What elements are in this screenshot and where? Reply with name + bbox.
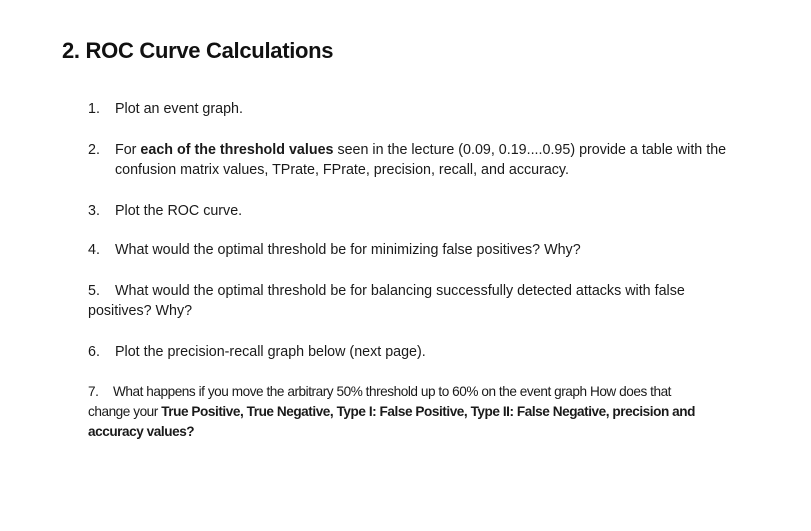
list-text: What would the optimal threshold be for balancing successfully detected attacks with false [115, 283, 685, 299]
list-text-continuation: confusion matrix values, TPrate, FPrate, precision, recall, and accuracy. [115, 162, 569, 178]
list-text: What would the optimal threshold be for minimizing false positives? Why? [115, 242, 581, 258]
list-item-7 [88, 382, 748, 442]
list-text-post: seen in the lecture (0.09, 0.19....0.95) provide a table with the [333, 142, 727, 158]
list-text-line2-bold: True Positive, True Negative, Type I: False Positive, Type II: False Negative, precision and [161, 404, 695, 419]
list-text: What happens if you move the arbitrary 50% threshold up to 60% on the event graph How does that [113, 384, 672, 399]
list-number: 7. [88, 384, 99, 399]
list-item-3 [88, 201, 242, 221]
list-item-4 [88, 240, 581, 260]
list-item-2 [88, 140, 726, 180]
list-number: 6. [88, 344, 100, 360]
list-item-5 [88, 281, 748, 321]
list-text-line3-bold: accuracy values? [88, 424, 195, 439]
list-item-6 [88, 342, 426, 362]
list-text-pre: For [115, 142, 141, 158]
list-text-line2-pre: change your [88, 404, 162, 419]
list-text: Plot an event graph. [115, 101, 243, 117]
list-text: Plot the ROC curve. [115, 203, 243, 219]
list-text-continuation: positives? Why? [88, 303, 193, 319]
list-number: 5. [88, 283, 100, 299]
list-number: 4. [88, 242, 100, 258]
list-text-bold: each of the threshold values [140, 142, 334, 158]
list-text: Plot the precision-recall graph below (next page). [115, 344, 426, 360]
list-number: 1. [88, 101, 100, 117]
section-heading: 2. ROC Curve Calculations [62, 38, 334, 63]
list-number: 3. [88, 203, 100, 219]
list-number: 2. [88, 142, 100, 158]
list-item-1 [88, 99, 243, 119]
